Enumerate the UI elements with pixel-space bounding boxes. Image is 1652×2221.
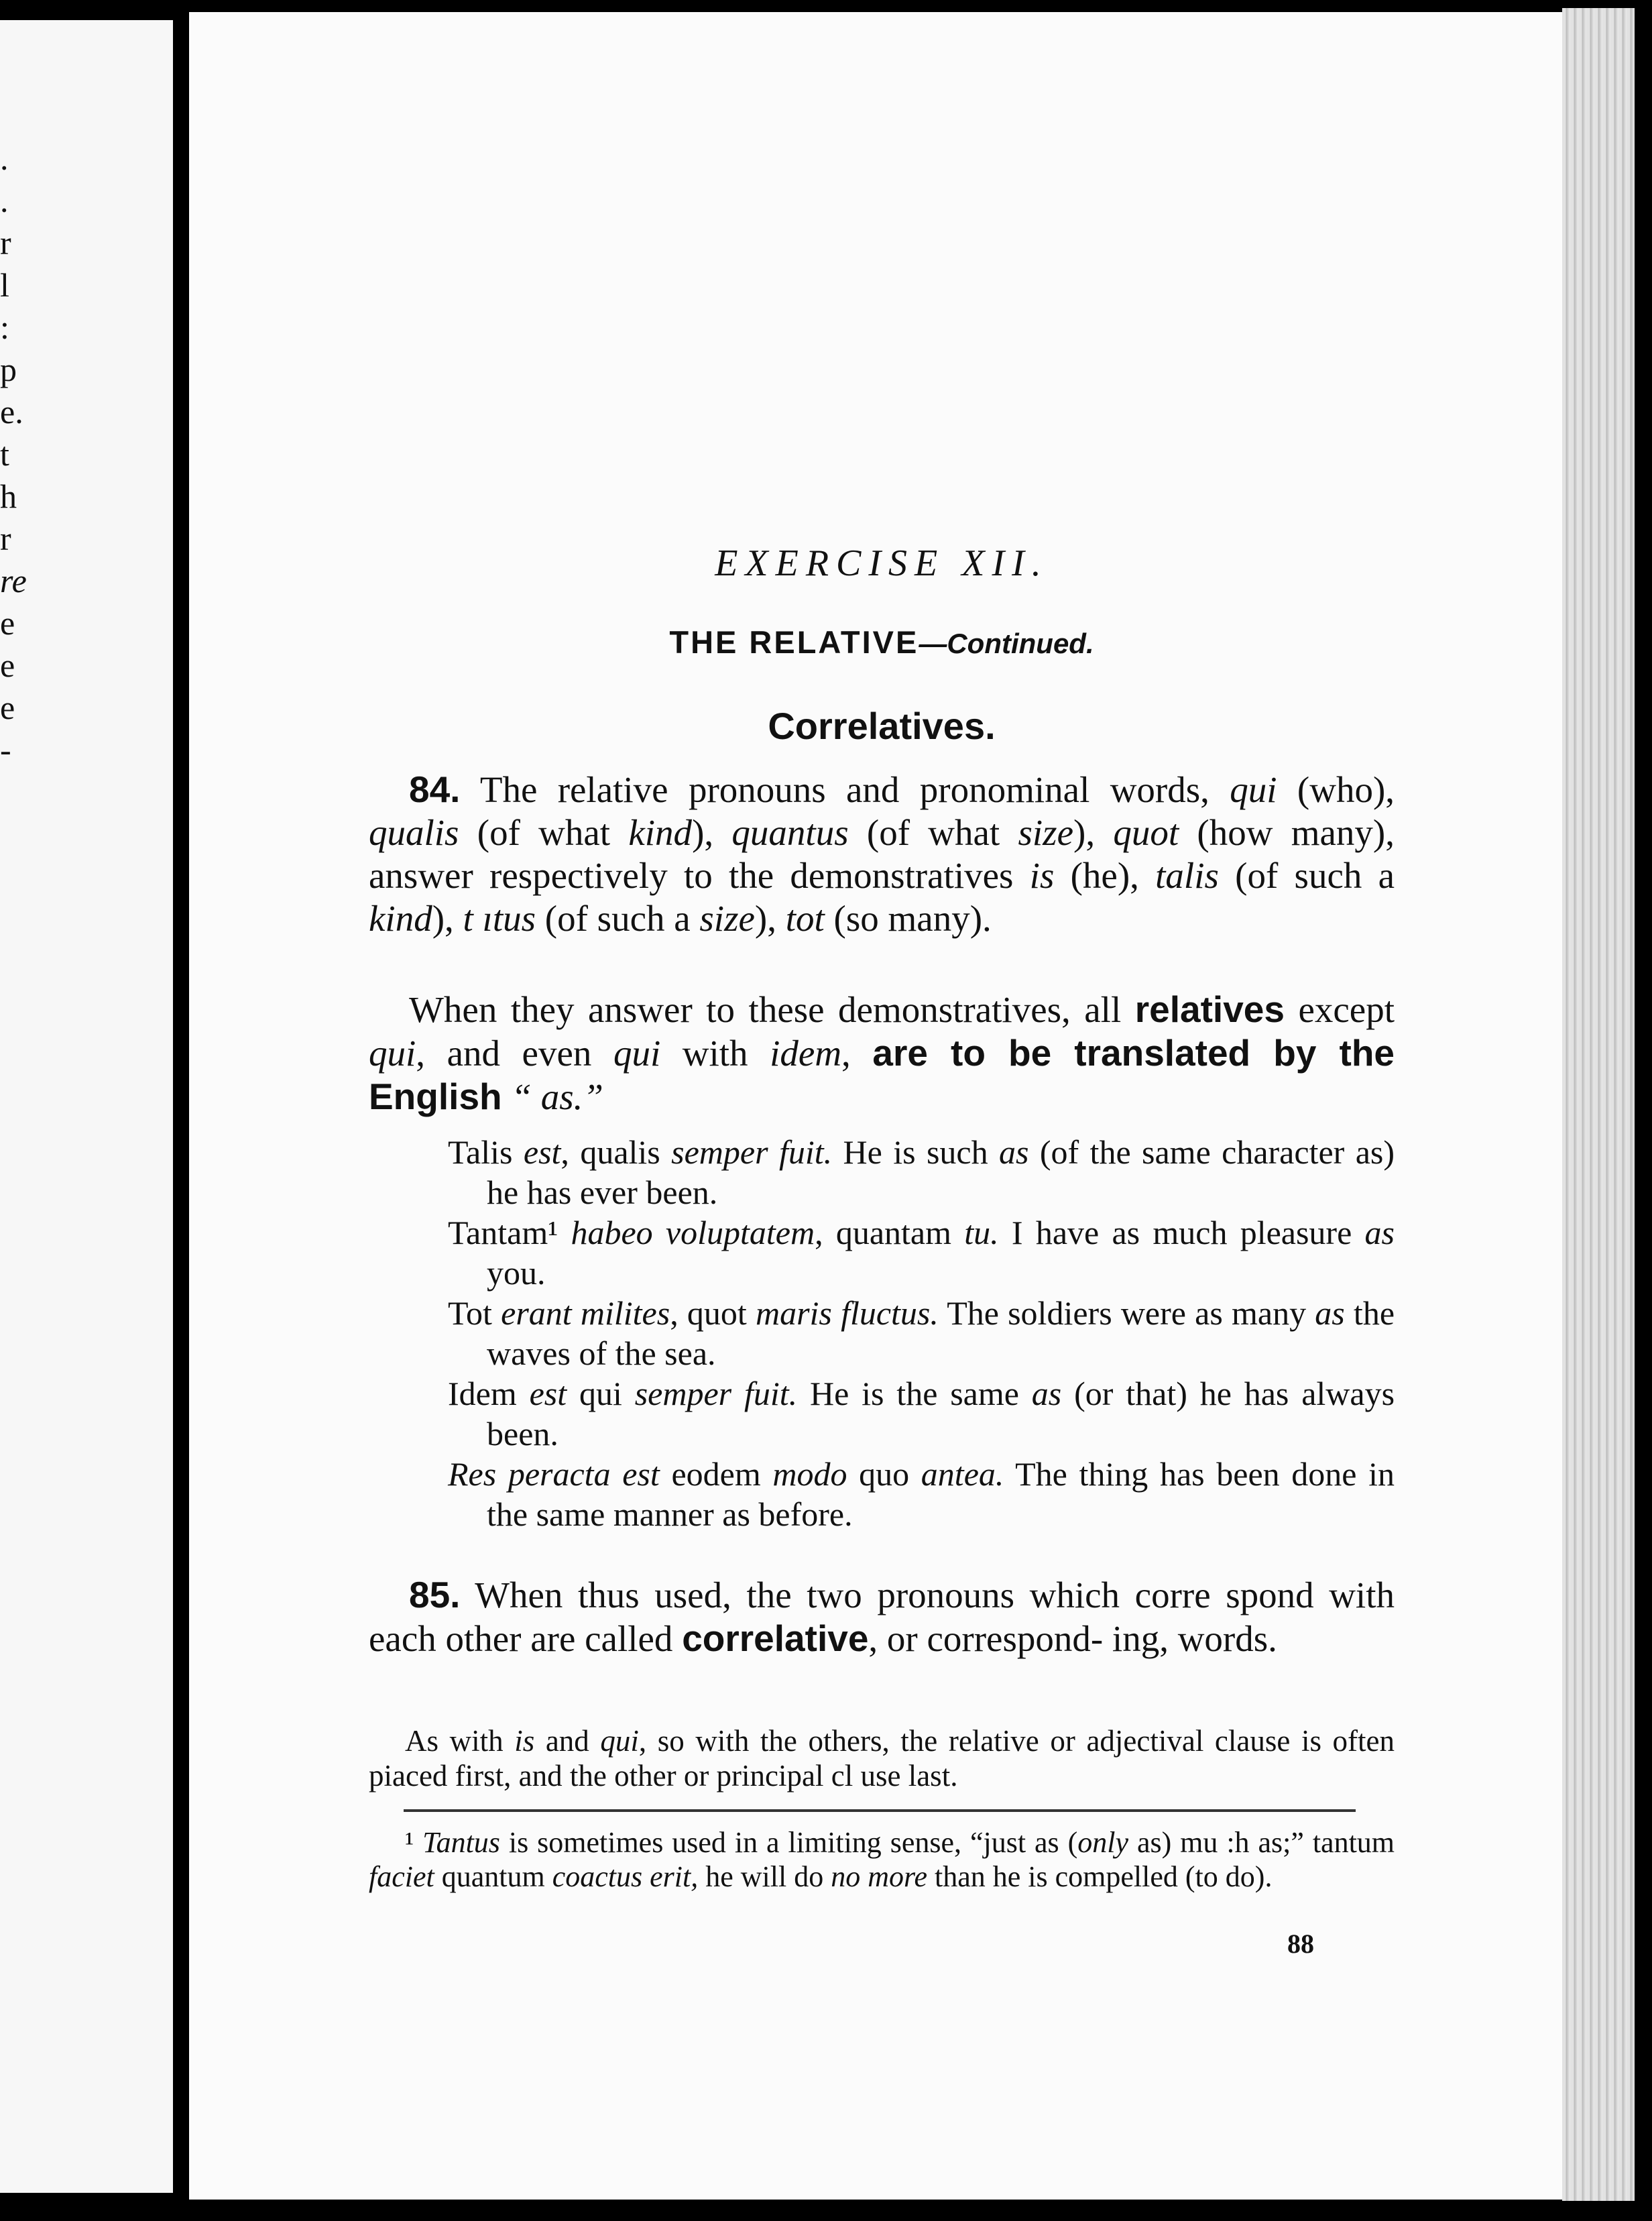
margin-letter: e	[0, 646, 15, 684]
paragraph-number: 84.	[409, 768, 461, 810]
page-content	[369, 0, 1395, 2221]
margin-letter: .	[0, 139, 9, 177]
margin-letter: e	[0, 604, 15, 642]
paragraph-84: 84. The relative pronouns and pronominal words, qui (who), qualis (of what kind), quantus (of what size), quot (how many), answer respectively to the demonstratives is (he), talis (of such a kind), t ıtus (of such a size), tot (so many).	[369, 768, 1395, 939]
examples-list	[448, 1132, 1395, 1534]
margin-letter: re	[0, 562, 27, 600]
page-number: 88	[1287, 1929, 1314, 1959]
exercise-title: EXERCISE XII.	[715, 543, 1049, 584]
margin-letter: l	[0, 266, 9, 304]
paragraph-85: 85. When thus used, the two pronouns which corre spond with each other are called correlative, or correspond- ing, words.	[369, 1574, 1395, 1659]
paragraph-84-continued: When they answer to these demonstratives, all relatives except qui, and even qui with idem, are to be translated by the English “ as.”	[369, 988, 1395, 1117]
binding-shadow	[1635, 0, 1652, 2221]
previous-page-edge	[0, 20, 173, 2193]
margin-letter: -	[0, 731, 11, 768]
margin-letter: p	[0, 351, 17, 388]
note-paragraph: As with is and qui, so with the others, the relative or adjectival clause is often piaced first, and the other or principal cl use last.	[369, 1724, 1395, 1792]
footnote: ¹ Tantus is sometimes used in a limiting sense, “just as (only as) mu :h as;” tantum faciet quantum coactus erit, he will do no more than he is compelled (to do).	[369, 1826, 1395, 1893]
cropped-margin-text	[0, 137, 27, 771]
margin-letter: h	[0, 477, 17, 515]
margin-letter: e	[0, 689, 15, 726]
margin-letter: .	[0, 182, 9, 219]
footnote-divider	[404, 1809, 1356, 1812]
margin-letter: :	[0, 308, 9, 346]
example-line: Idem est qui semper fuit. He is the same as (or that) he has always been.	[448, 1375, 1395, 1453]
section-title: THE RELATIVE—Continued.	[669, 624, 1094, 660]
example-line: Tot erant milites, quot maris fluctus. The soldiers were as many as the waves of the sea.	[448, 1294, 1395, 1372]
example-line: Res peracta est eodem modo quo antea. The thing has been done in the same manner as before.	[448, 1455, 1395, 1533]
subtitle: Correlatives.	[768, 705, 996, 747]
example-line: Talis est, qualis semper fuit. He is such as (of the same character as) he has ever been.	[448, 1133, 1395, 1211]
paragraph-number: 85.	[409, 1574, 461, 1615]
margin-letter: r	[0, 520, 11, 557]
margin-letter: r	[0, 224, 11, 262]
margin-letter: t	[0, 435, 9, 473]
example-line: Tantam¹ habeo voluptatem, quantam tu. I have as much pleasure as you.	[448, 1214, 1395, 1292]
margin-letter: e.	[0, 393, 23, 431]
